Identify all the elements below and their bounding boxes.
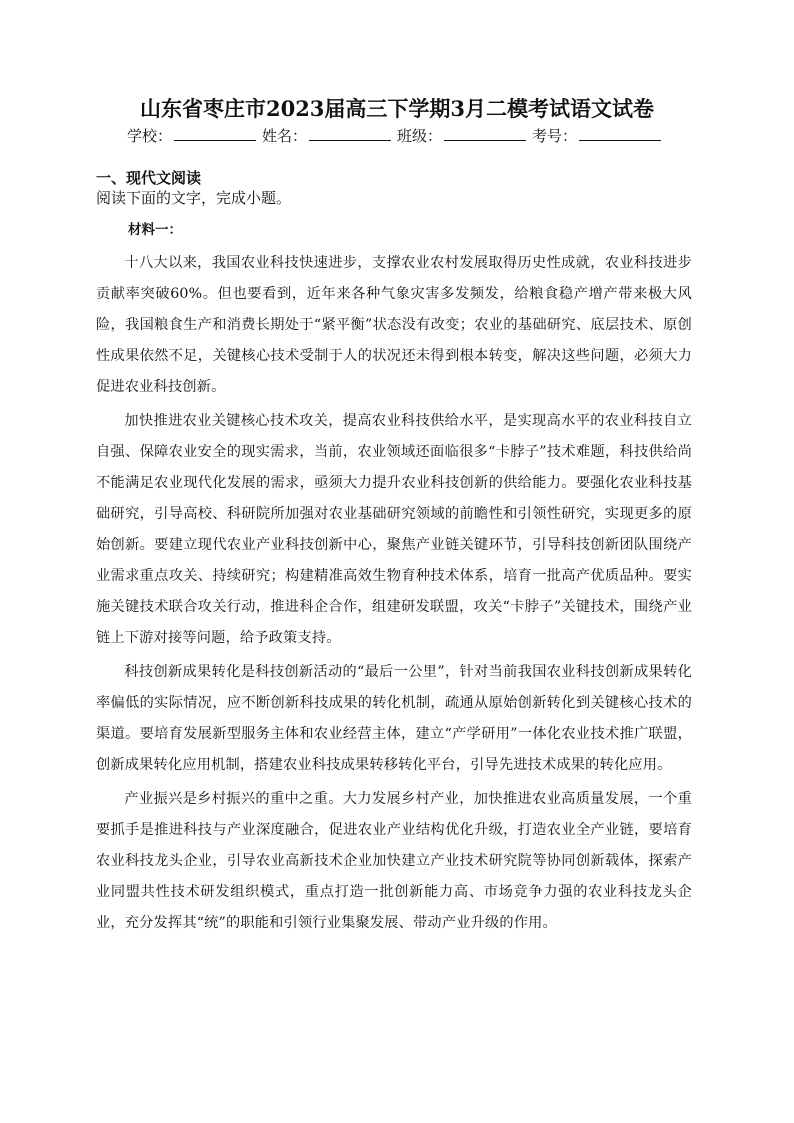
student-info-row bbox=[0, 126, 794, 146]
class-blank[interactable] bbox=[444, 126, 526, 141]
school-label: 学校： bbox=[126, 127, 172, 145]
exam-title: 山东省枣庄市2023届高三下学期3月二模考试语文试卷 bbox=[139, 96, 655, 121]
exam-number-label: 考号： bbox=[532, 127, 578, 145]
paragraph: 科技创新成果转化是科技创新活动的“最后一公里”，针对当前我国农业科技创新成果转化率偏低的实际情况，应不断创新科技成果的转化机制，疏通从原始创新转化到关键核心技术的渠道。要培育发展新型服务主体和农业经营主体，建立“产学研用”一体化农业技术推广联盟，创新成果转化应用机制，搭建农业科技成果转移转化平台，引导先进技术成果的转化应用。 bbox=[96, 664, 692, 773]
class-label: 班级： bbox=[397, 127, 443, 145]
school-field[interactable] bbox=[127, 126, 256, 146]
paragraph: 十八大以来，我国农业科技快速进步，支撑农业农村发展取得历史性成就，农业科技进步贡献率突破60%。但也要看到，近年来各种气象灾害多发频发，给粮食稳产增产带来极大风险，我国粮食生产和消费长期处于“紧平衡”状态没有改变；农业的基础研究、底层技术、原创性成果依然不足，关键核心技术受制于人的状况还未得到根本转变，解决这些问题，必须大力促进农业科技创新。 bbox=[96, 255, 692, 395]
exam-number-field[interactable] bbox=[532, 126, 661, 146]
exam-number-blank[interactable] bbox=[579, 126, 661, 141]
name-blank[interactable] bbox=[309, 126, 391, 141]
reading-instruction: 阅读下面的文字，完成小题。 bbox=[96, 189, 292, 207]
school-blank[interactable] bbox=[174, 126, 256, 141]
paragraph: 产业振兴是乡村振兴的重中之重。大力发展乡村产业，加快推进农业高质量发展，一个重要抓手是推进科技与产业深度融合，促进农业产业结构优化升级，打造农业全产业链，要培育农业科技龙头企业，引导农业高新技术企业加快建立产业技术研究院等协同创新载体，探索产业同盟共性技术研发组织模式，重点打造一批创新能力高、市场竞争力强的农业科技龙头企业，充分发挥其“统”的职能和引领行业集聚发展、带动产业升级的作用。 bbox=[96, 791, 692, 931]
name-label: 姓名： bbox=[261, 127, 307, 145]
name-field[interactable] bbox=[262, 126, 391, 146]
material-label: 材料一： bbox=[128, 222, 182, 238]
material-body bbox=[96, 248, 692, 942]
section-heading: 一、现代文阅读 bbox=[96, 169, 202, 187]
paragraph: 加快推进农业关键核心技术攻关，提高农业科技供给水平，是实现高水平的农业科技自立自强、保障农业安全的现实需求，当前，农业领域还面临很多“卡脖子”技术难题，科技供给尚不能满足农业现代化发展的需求，亟须大力提升农业科技创新的供给能力。要强化农业科技基础研究，引导高校、科研院所加强对农业基础研究领域的前瞻性和引领性研究，实现更多的原始创新。要建立现代农业产业科技创新中心，聚焦产业链关键环节，引导科技创新团队围绕产业需求重点攻关、持续研究；构建精准高效生物育种技术体系，培育一批高产优质品种。要实施关键技术联合攻关行动，推进科企合作，组建研发联盟，攻关“卡脖子”关键技术，围绕产业链上下游对接等问题，给予政策支持。 bbox=[96, 413, 692, 646]
class-field[interactable] bbox=[397, 126, 526, 146]
